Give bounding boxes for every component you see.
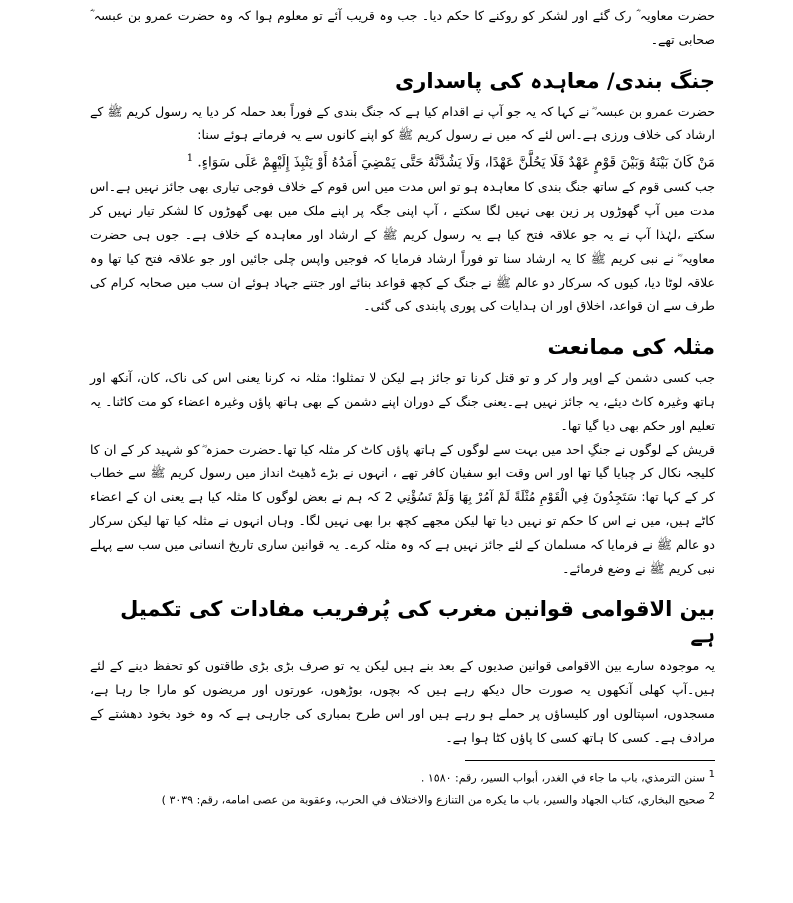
- footnote-1-mark: 1: [708, 768, 715, 780]
- mutilation-paragraph-1: جب کسی دشمن کے اوپر وار کر و تو قتل کرنا تو جائز ہے لیکن لا تمثلوا: مثلہ نہ کرنا یعنی اس کی ناک، کان، آنکھ اور ہاتھ وغیرہ کاٹ دیئے، یہ جائز نہیں ہے۔یعنی جنگ کے دوران اپنے دشمن کے بھی ہاتھ پاؤں وغیرہ اعضاء کو مت کاٹنا۔ یہ تعلیم اور حکم بھی دیا گیا تھا۔: [90, 370, 715, 433]
- footnote-marker-1: 1: [186, 153, 194, 165]
- footnote-2: [90, 787, 715, 810]
- section-heading-international-law: بین الاقوامی قوانین مغرب کی پُرفریب مفادات کی تکمیل ہے: [120, 597, 715, 648]
- hadith-quote: [90, 147, 715, 175]
- section-heading-ceasefire: جنگ بندی/ معاہدہ کی پاسداری: [395, 68, 715, 93]
- footnote-1: [90, 765, 715, 788]
- intro-paragraph: حضرت معاویہ ؓ رک گئے اور لشکر کو روکنے کا حکم دیا۔ جب وہ قریب آئے تو معلوم ہوا کہ وہ حضرت عمرو بن عبسہ ؓ صحابی تھے۔: [90, 8, 715, 47]
- footnote-1-text: سنن الترمذي، باب ما جاء في الغدر، أبواب السير، رقم: ١٥٨٠ .: [420, 771, 706, 785]
- footnote-2-mark: 2: [708, 791, 715, 803]
- hadith-text: مَنْ كَانَ بَيْنَهُ وَبَيْنَ قَوْمٍ عَهْدٌ فَلَا يَحُلَّنَّ عَهْدًا، وَلَا يَشُدَّنَّهُ حَتَّى يَمْضِيَ أَمَدُهُ أَوْ يَنْبِذَ إِلَيْهِمْ عَلَى سَوَاءٍ.: [197, 154, 715, 171]
- mutilation-paragraph-2: قریش کے لوگوں نے جنگِ احد میں بہت سے لوگوں کے ہاتھ پاؤں کاٹ کر مثلہ کیا تھا۔حضرت حمزہ ؓ کو شہید کر کے ان کا کلیجہ نکال کر چبایا گیا تھا اور اس وقت ابو سفیان کافر تھے ، انہوں نے بڑے ڈھیٹ انداز میں رسول کریم ﷺ سے خطاب کر کے کہا تھا: سَتَجِدُونَ فِي الْقَوْمِ مُثْلَةً لَمْ آمُرْ بِهَا وَلَمْ تَسُؤْنِي 2 کہ ہم نے بعض لوگوں کا مثلہ کیا ہے یعنی ان کے اعضاء کاٹے ہیں، میں نے اس کا حکم تو نہیں دیا تھا لیکن مجھے کچھ برا بھی نہیں لگا۔ وہاں انہوں نے مثلہ کیا تھا لیکن سرکار دو عالم ﷺ نے فرمایا کہ مسلمان کے لئے جائز نہیں ہے کہ وہ مثلہ کرے۔ یہ قوانین ساری تاریخ انسانی میں سب سے پہلے نبی کریم ﷺ نے وضع فرمائے۔: [90, 441, 715, 576]
- footnote-divider: [465, 760, 715, 761]
- footnote-2-text: صحيح البخاري، كتاب الجهاد والسير، باب ما يكره من التنازع والاختلاف في الحرب، وعقوبة من عصى امامه، رقم: ٣٠٣٩ ): [161, 793, 706, 807]
- ceasefire-paragraph-2: جب کسی قوم کے ساتھ جنگ بندی کا معاہدہ ہو تو اس مدت میں اس قوم کے خلاف فوجی تیاری بھی جائز نہیں ہے۔اس مدت میں آپ گھوڑوں پر زین بھی نہیں لگا سکتے ، آپ اپنی جگہ پر اپنے ملک میں بھی گھوڑوں کا لشکر تیار نہیں کر سکتے ،لہٰذا آپ نے یہ جو علاقہ فتح کیا ہے یہ رسول کریم ﷺ کے ارشاد اور معاہدہ کے خلاف ہے۔ جوں ہی حضرت معاویہ ؓ نے نبی کریم ﷺ کا یہ ارشاد سنا تو فوراً ارشاد فرمایا کہ فوجیں واپس چلی جائیں اور جو علاقہ فتح کیا تھا وہ علاقہ لوٹا دیا، کیوں کہ سرکار دو عالم ﷺ نے جنگ کے کچھ قواعد بنائے اور جتنے جہاد ہوئے ان سب میں صحابہ کرام کی طرف سے ان قواعد، اخلاق اور ان ہدایات کی پوری پابندی کی گئی۔: [90, 179, 715, 314]
- ceasefire-paragraph-1: حضرت عمرو بن عبسہ ؓ نے کہا کہ یہ جو آپ نے اقدام کیا ہے کہ جنگ بندی کے فوراً بعد حملہ کر دیا یہ رسول کریم ﷺ کے ارشاد کی خلاف ورزی ہے۔اس لئے کہ میں نے رسول کریم ﷺ کو اپنے کانوں سے یہ فرماتے ہوئے سنا:: [90, 103, 715, 143]
- section-heading-mutilation: مثلہ کی ممانعت: [547, 335, 715, 360]
- international-law-paragraph: یہ موجودہ سارے بین الاقوامی قوانین صدیوں کے بعد بنے ہیں لیکن یہ تو صرف بڑی بڑی طاقتوں کو تحفظ دینے کے لئے ہیں۔آپ کھلی آنکھوں یہ صورت حال دیکھ رہے ہیں کہ بچوں، بوڑھوں، عورتوں اور مریضوں کو مارا جا رہا ہے، مسجدوں، اسپتالوں اور کلیساؤں پر حملے ہو رہے ہیں اور اس طرح بمباری کی جارہی ہے کہ وہ خود بخود دھشتے کے مرادف ہے۔ کسی کا ہاتھ کسی کا پاؤں کٹا ہوا ہے۔: [90, 658, 715, 745]
